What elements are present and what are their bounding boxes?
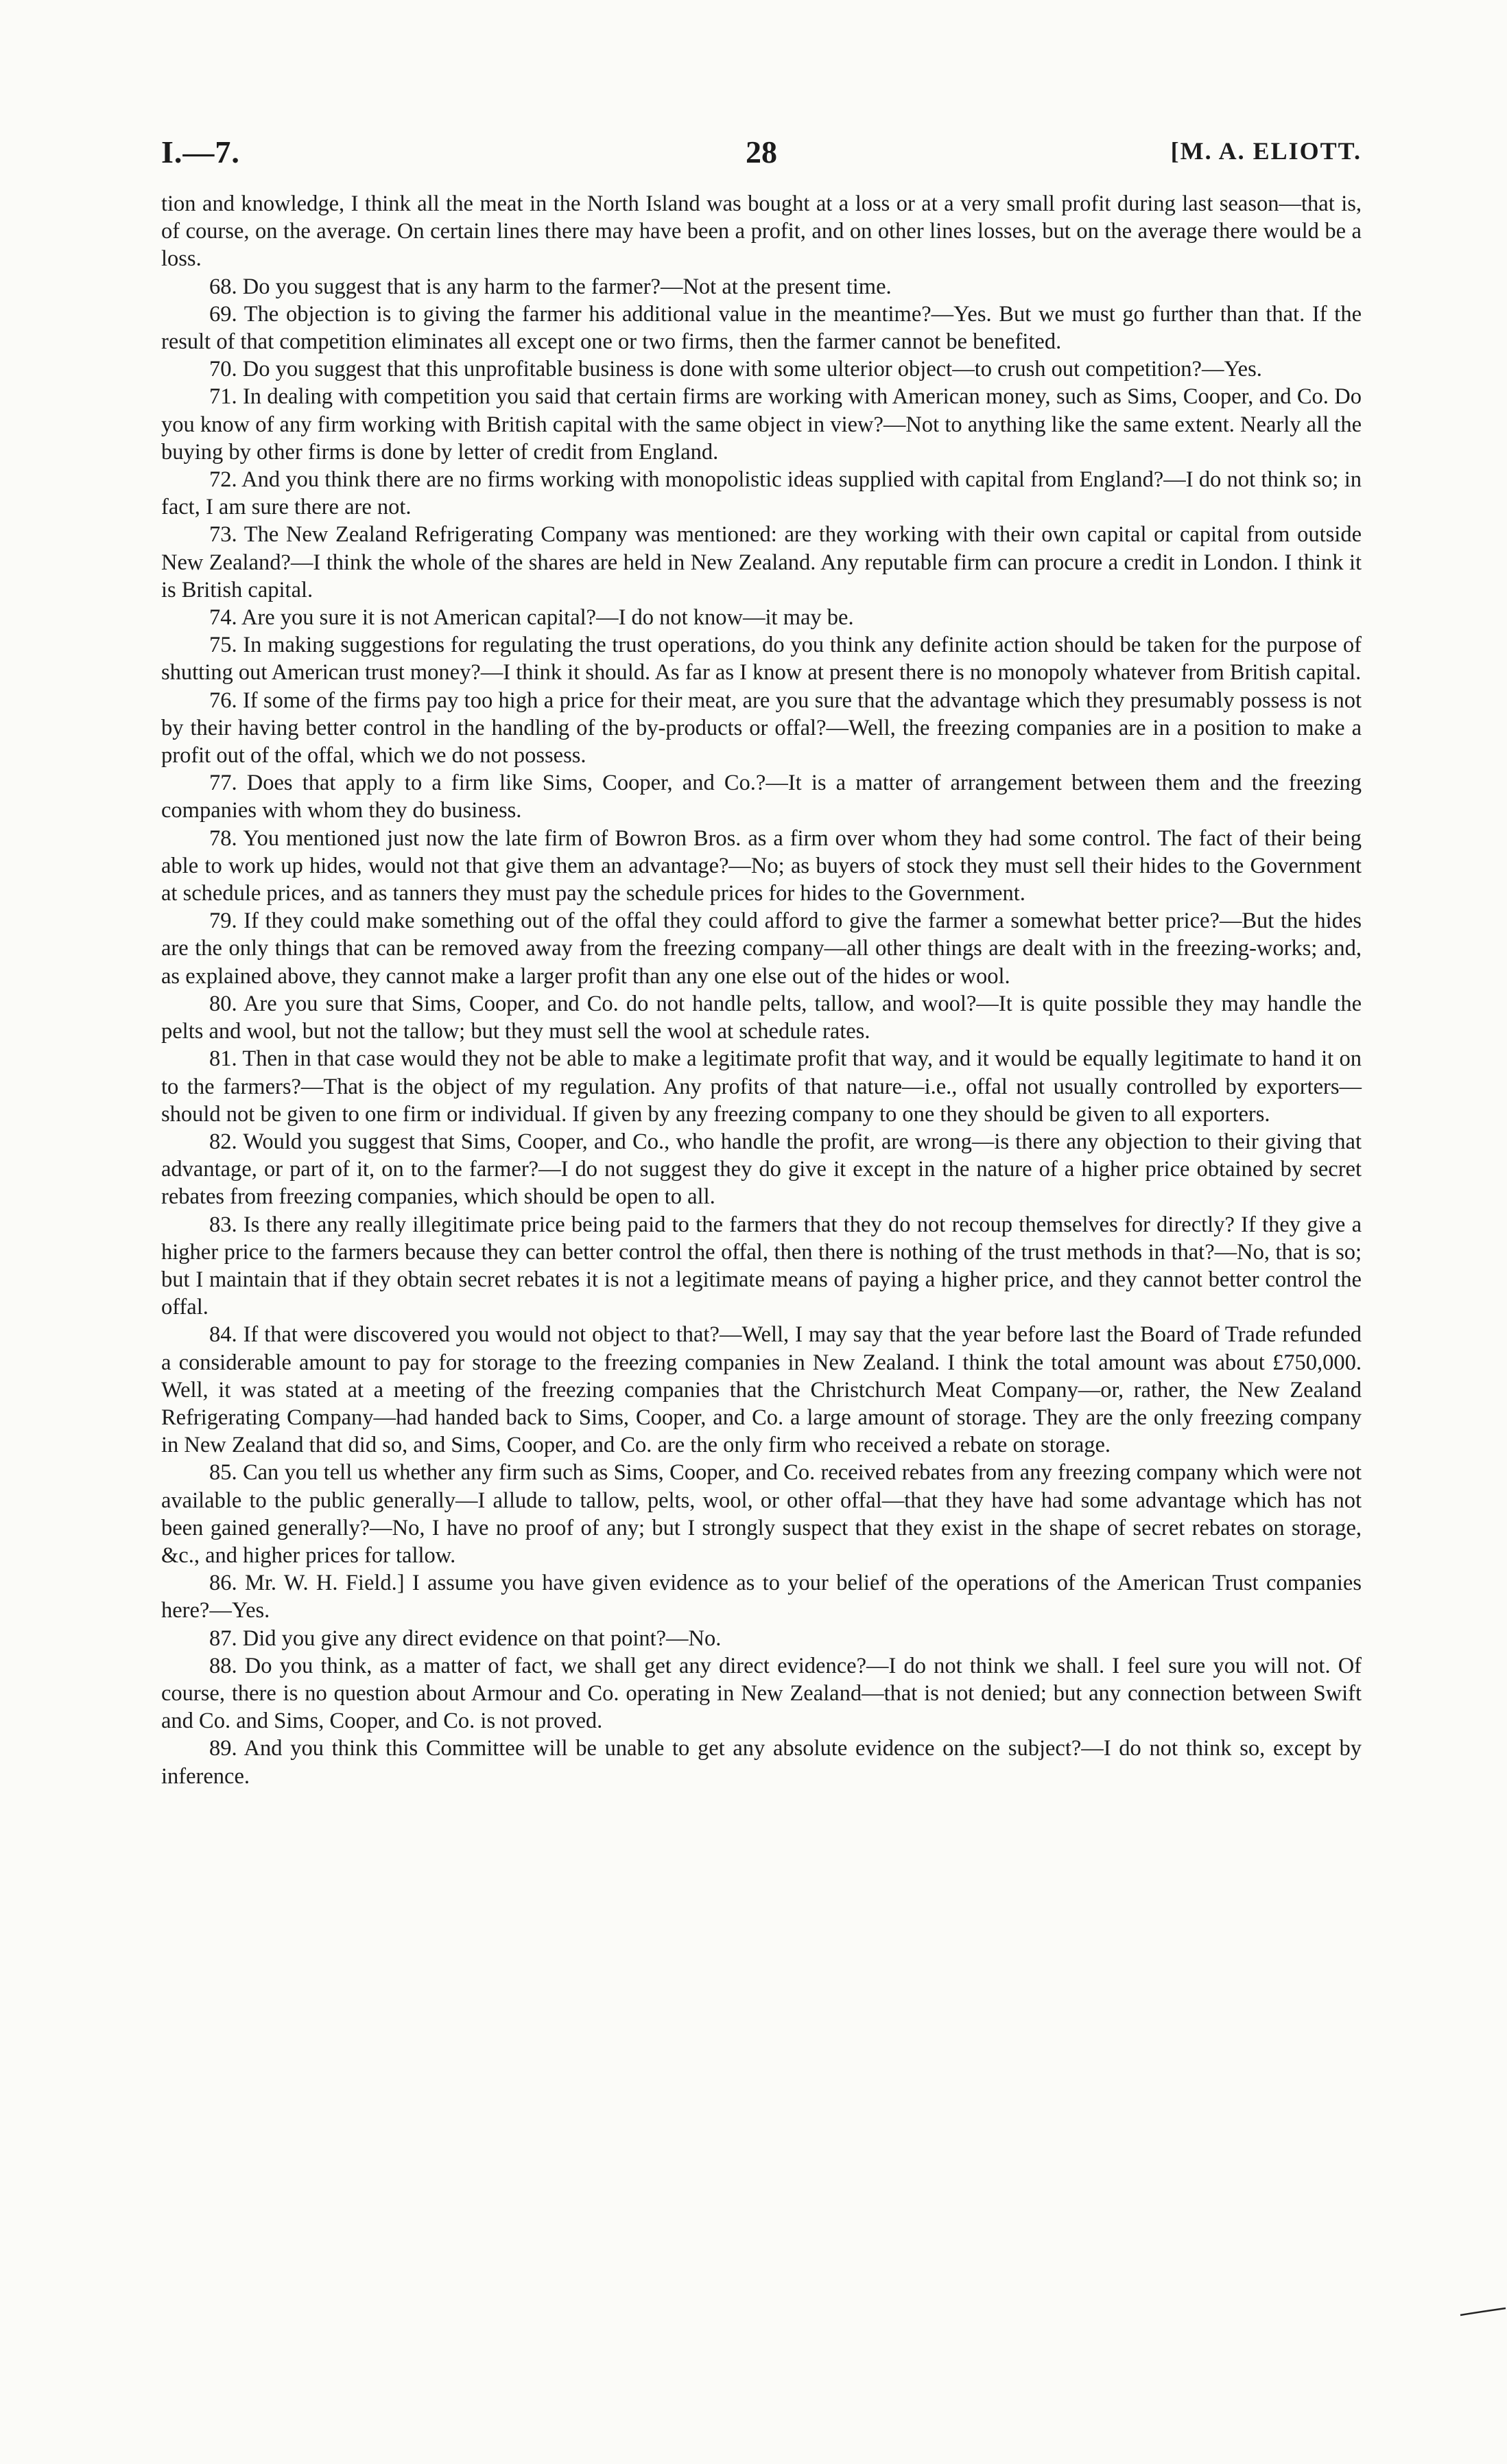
paragraph-71: 71. In dealing with competition you said that certain firms are working with American money, such as Sims, Cooper, and Co. Do you know of any firm working with British capital with the same object in view?—Not to anything like the same extent. Nearly all the buying by other firms is done by letter of credit from England. bbox=[161, 384, 1362, 465]
paragraph-85: 85. Can you tell us whether any firm such as Sims, Cooper, and Co. received rebates from any freezing company which were not available to the public generally—I allude to tallow, pelts, wool, or other offal—that they have had some advantage which has not been gained generally?—No, I have no proof of any; but I strongly suspect that they exist in the shape of secret rebates on storage, &c., and higher prices for tallow. bbox=[161, 1460, 1362, 1568]
document-page bbox=[161, 134, 1362, 1790]
paragraph-68: 68. Do you suggest that is any harm to the farmer?—Not at the present time. bbox=[209, 274, 892, 299]
paragraph-89: 89. And you think this Committee will be unable to get any absolute evidence on the subject?—I do not think so, except by inference. bbox=[161, 1736, 1362, 1789]
paragraph-70: 70. Do you suggest that this unprofitable business is done with some ulterior object—to crush out competition?—Yes. bbox=[209, 357, 1262, 382]
paragraph-74: 74. Are you sure it is not American capital?—I do not know—it may be. bbox=[209, 605, 854, 631]
paragraph-76: 76. If some of the firms pay too high a price for their meat, are you sure that the advantage which they presumably possess is not by their having better control in the handling of the by-products or offal?—Well, the freezing companies are in a position to make a profit out of the offal, which we do not possess. bbox=[161, 688, 1362, 768]
paragraph-72: 72. And you think there are no firms working with monopolistic ideas supplied with capital from England?—I do not think so; in fact, I am sure there are not. bbox=[161, 467, 1362, 520]
paragraph-75: 75. In making suggestions for regulating the trust operations, do you think any definite action should be taken for the purpose of shutting out American trust money?—I think it should. As far as I know at present there is no monopoly whatever from British capital. bbox=[161, 633, 1362, 685]
paragraph-82: 82. Would you suggest that Sims, Cooper, and Co., who handle the profit, are wrong—is there any objection to their giving that advantage, or part of it, on to the farmer?—I do not suggest they do give it except in the nature of a higher price obtained by secret rebates from freezing companies, which should be open to all. bbox=[161, 1129, 1362, 1210]
paragraph-78: 78. You mentioned just now the late firm of Bowron Bros. as a firm over whom they had some control. The fact of their being able to work up hides, would not that give them an advantage?—No; as buyers of stock they must sell their hides to the Government at schedule prices, and as tanners they must pay the schedule prices for hides to the Government. bbox=[161, 825, 1362, 906]
page-body bbox=[161, 190, 1362, 1790]
document-reference: I.—7. bbox=[161, 134, 240, 169]
paragraph-79: 79. If they could make something out of the offal they could afford to give the farmer a somewhat better price?—But the hides are the only things that can be removed away from the freezing company—all other things are dealt with in the freezing-works; and, as explained above, they cannot make a larger profit than any one else out of the hides or wool. bbox=[161, 908, 1362, 989]
paragraph-80: 80. Are you sure that Sims, Cooper, and Co. do not handle pelts, tallow, and wool?—It is quite possible they may handle the pelts and wool, but not the tallow; but they must sell the wool at schedule rates. bbox=[161, 991, 1362, 1044]
paragraph-73: 73. The New Zealand Refrigerating Company was mentioned: are they working with their own capital or capital from outside New Zealand?—I think the whole of the shares are held in New Zealand. Any reputable firm can procure a credit in London. I think it is British capital. bbox=[161, 522, 1362, 602]
paragraph-86: 86. Mr. W. H. Field.] I assume you have given evidence as to your belief of the operations of the American Trust companies here?—Yes. bbox=[161, 1571, 1362, 1623]
paragraph-77: 77. Does that apply to a firm like Sims, Cooper, and Co.?—It is a matter of arrangement between them and the freezing companies with whom they do business. bbox=[161, 771, 1362, 823]
paragraph-84: 84. If that were discovered you would not object to that?—Well, I may say that the year before last the Board of Trade refunded a considerable amount to pay for storage to the freezing companies in New Zealand. I think the total amount was about £750,000. Well, it was stated at a meeting of the freezing companies that the Christchurch Meat Company—or, rather, the New Zealand Refrigerating Company—had handed back to Sims, Cooper, and Co. a large amount of storage. They are the only freezing company in New Zealand that did so, and Sims, Cooper, and Co. are the only firm who received a rebate on storage. bbox=[161, 1322, 1362, 1458]
scan-pen-mark bbox=[1459, 2307, 1507, 2316]
paragraph-87: 87. Did you give any direct evidence on that point?—No. bbox=[209, 1626, 722, 1651]
paragraph-83: 83. Is there any really illegitimate price being paid to the farmers that they do not recoup themselves for directly? If they give a higher price to the farmers because they can better control the offal, then there is nothing of the trust methods in that?—No, that is so; but I maintain that if they obtain secret rebates it is not a legitimate means of paying a higher price, and they cannot better control the offal. bbox=[161, 1212, 1362, 1320]
page-number: 28 bbox=[746, 134, 777, 169]
paragraph-continued: tion and knowledge, I think all the meat in the North Island was bought at a loss or at a very small profit during last season—that is, of course, on the average. On certain lines there may have been a profit, and on other lines losses, but on the average there would be a loss. bbox=[161, 191, 1362, 272]
witness-name: [M. A. ELIOTT. bbox=[1170, 137, 1362, 165]
paragraph-88: 88. Do you think, as a matter of fact, we shall get any direct evidence?—I do not think we shall. I feel sure you will not. Of course, there is no question about Armour and Co. operating in New Zealand—that is not denied; but any connection between Swift and Co. and Sims, Cooper, and Co. is not proved. bbox=[161, 1653, 1362, 1734]
paragraph-69: 69. The objection is to giving the farmer his additional value in the meantime?—Yes. But we must go further than that. If the result of that competition eliminates all except one or two firms, then the farmer cannot be benefited. bbox=[161, 301, 1362, 355]
page-header bbox=[161, 134, 1362, 189]
paragraph-81: 81. Then in that case would they not be able to make a legitimate profit that way, and it would be equally legitimate to hand it on to the farmers?—That is the object of my regulation. Any profits of that nature—i.e., offal not usually controlled by exporters—should not be given to one firm or individual. If given by any freezing company to one they should be given to all exporters. bbox=[161, 1046, 1362, 1127]
